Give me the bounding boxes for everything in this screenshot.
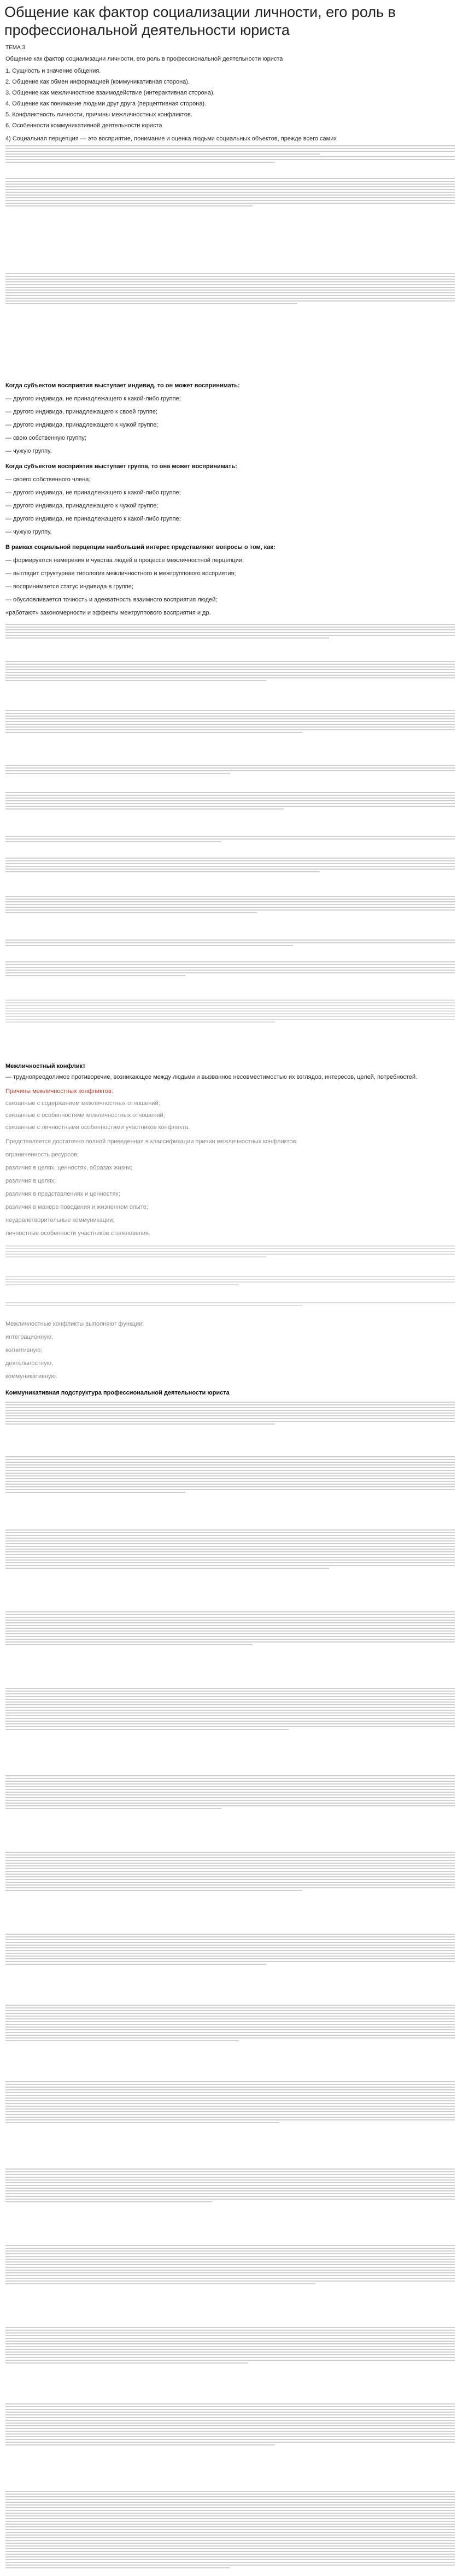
list-item: — другого индивида, принадлежащего к чужой группе;: [5, 422, 159, 428]
list-item: — свою собственную группу;: [5, 435, 86, 441]
list-item: — чужую группу.: [5, 529, 52, 535]
paragraph-block: [5, 940, 455, 948]
list-item: «работают» закономерности и эффекты межгруппового восприятия и др.: [5, 610, 211, 616]
section-4-start: 4) Социальная перцепция — это восприятие, понимание и оценка людьми социальных объектов, прежде всего самих: [5, 135, 337, 142]
paragraph-block: [5, 178, 455, 208]
paragraph-block: [5, 896, 455, 915]
plan-item: 2. Общение как обмен информацией (коммуникативная сторона).: [5, 79, 190, 85]
list-item: связанные с содержанием межличностных отношений;: [5, 1100, 160, 1107]
paragraph-block: [5, 1402, 455, 1426]
list-item: — выглядит структурная типология межличностного и межгруппового восприятия;: [5, 570, 236, 577]
list-item: — другого индивида, принадлежащего к чужой группе;: [5, 503, 159, 509]
paragraph-block: [5, 858, 455, 874]
list-item: различия в представлениях и ценностях;: [5, 1191, 120, 1197]
paragraph-block: [5, 1000, 455, 1024]
conflict-intro: — труднопреодолимое противоречие, возникающее между людьми и вызванное несовместимостью их взглядов, интересов, целей, потребностей.: [5, 1074, 418, 1080]
section-6-heading: Коммуникативная подструктура профессиональной деятельности юриста: [5, 1390, 230, 1396]
list-item: — обусловливается точность и адекватность взаимного восприятия людей;: [5, 596, 218, 603]
plan-item: 5. Конфликтность личности, причины межличностных конфликтов.: [5, 111, 192, 118]
paragraph-block: [5, 961, 455, 978]
paragraph-block: [5, 1245, 455, 1259]
list-item: — воспринимается статус индивида в группе;: [5, 583, 133, 590]
paragraph-block: [5, 1456, 455, 1494]
paragraph-block: [5, 1302, 455, 1308]
paragraph-block: [5, 273, 455, 306]
list-item: — другого индивида, не принадлежащего к какой-либо группе;: [5, 395, 181, 402]
conflict-causes-label: Причины межличностных конфликтов:: [5, 1088, 113, 1095]
plan-item: 6. Особенности коммуникативной деятельности юриста: [5, 122, 162, 129]
paragraph-block: [5, 1934, 455, 1966]
list-item: — другого индивида, не принадлежащего к какой-либо группе;: [5, 516, 181, 522]
list-item: связанные с особенностями межличностных отношений;: [5, 1112, 165, 1119]
list-item: неудовлетворительные коммуникации;: [5, 1217, 115, 1224]
perception-question-3: В рамках социальной перцепции наибольший интерес представляют вопросы о том, как:: [5, 544, 276, 551]
paragraph-block: [5, 2081, 455, 2125]
paragraph-block: [5, 2005, 455, 2043]
perception-question-1: Когда субъектом восприятия выступает индивид, то он может воспринимать:: [5, 382, 240, 389]
perception-question-2: Когда субъектом восприятия выступает группа, то она может воспринимать:: [5, 463, 237, 470]
list-item: связанные с личностными особенностями участников конфликта.: [5, 1124, 190, 1131]
list-item: — другого индивида, принадлежащего к своей группе;: [5, 409, 158, 415]
list-item: интеграционную;: [5, 1334, 54, 1340]
paragraph-block: [5, 836, 455, 844]
paragraph-block: [5, 765, 455, 776]
paragraph-block: [5, 2403, 455, 2447]
paragraph-block: [5, 1276, 455, 1287]
paragraph-block: [5, 624, 455, 640]
list-item: — своего собственного члена;: [5, 476, 91, 483]
paragraph-block: [5, 1852, 455, 1893]
topic-label: ТЕМА 3: [5, 45, 26, 51]
list-item: личностные особенности участников столкновения.: [5, 1230, 151, 1237]
conflict-heading: Межличностный конфликт: [5, 1063, 86, 1070]
paragraph-block: [5, 661, 455, 683]
list-item: различия в манере поведения и жизненном опыте;: [5, 1204, 148, 1210]
paragraph-block: [5, 2491, 455, 2570]
paragraph-block: [5, 792, 455, 811]
plan-item: 4. Общение как понимание людьми друг друга (перцептивная сторона).: [5, 101, 207, 107]
list-item: коммуникативную.: [5, 1373, 57, 1380]
paragraph-block: [5, 2327, 455, 2365]
conflict-classes-intro: Представляется достаточно полной приведенная в классификации причин межличностных конфликтов:: [5, 1138, 298, 1145]
plan-item: 1. Сущность и значение общения.: [5, 68, 101, 74]
paragraph-block: [5, 710, 455, 735]
paragraph-block: [5, 1611, 455, 1647]
paragraph-block: [5, 145, 455, 164]
list-item: ограниченность ресурсов;: [5, 1151, 79, 1158]
list-item: деятельностную;: [5, 1360, 53, 1367]
paragraph-block: [5, 1688, 455, 1732]
paragraph-block: [5, 2245, 455, 2286]
list-item: — другого индивида, не принадлежащего к какой-либо группе;: [5, 489, 181, 496]
page-title: Общение как фактор социализации личности, его роль в профессиональной деятельности юриста: [4, 4, 396, 38]
plan-intro: Общение как фактор социализации личности, его роль в профессиональной деятельности юриста: [5, 56, 283, 62]
paragraph-block: [5, 1529, 455, 1570]
list-item: когнитивную;: [5, 1347, 43, 1354]
paragraph-block: [5, 2169, 455, 2204]
paragraph-block: [5, 1775, 455, 1811]
plan-item: 3. Общение как межличностное взаимодействие (интерактивная сторона).: [5, 90, 215, 96]
list-item: различия в целях, ценностях, образах жизни;: [5, 1165, 133, 1171]
functions-label: Межличностные конфликты выполняют функции:: [5, 1321, 144, 1327]
list-item: — чужую группу.: [5, 448, 52, 454]
list-item: различия в целях;: [5, 1178, 56, 1184]
list-item: — формируются намерения и чувства людей в процессе межличностной перцепции;: [5, 557, 244, 564]
